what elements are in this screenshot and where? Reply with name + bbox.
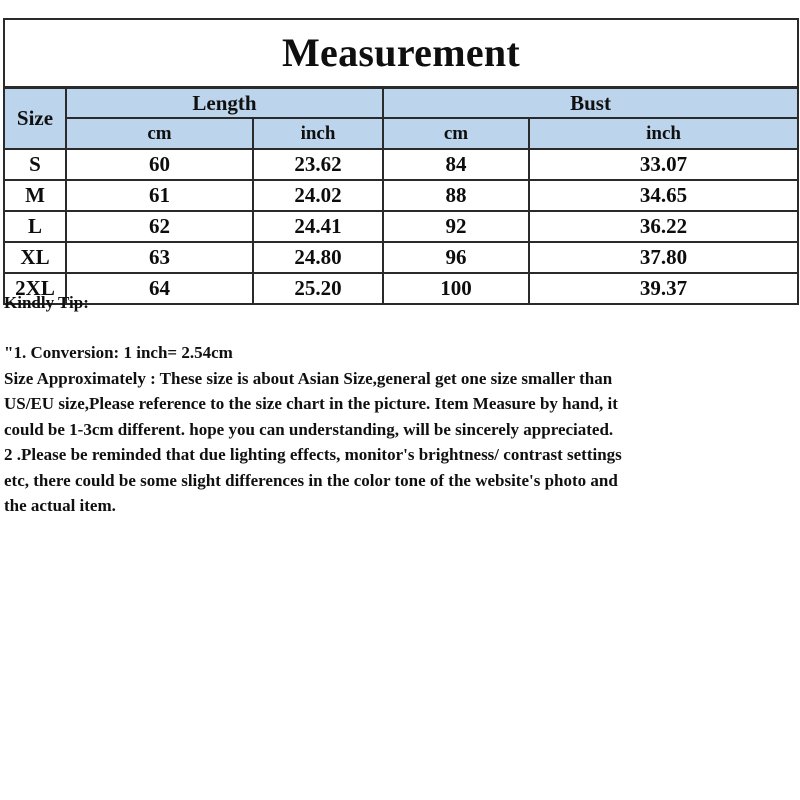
- header-length-inch: inch: [253, 118, 383, 149]
- cell-length-cm: 61: [66, 180, 253, 211]
- notes-line-2: Size Approximately : These size is about Asian Size,general get one size smaller than: [4, 368, 613, 388]
- cell-length-cm: 64: [66, 273, 253, 304]
- notes-line-6: etc, there could be some slight differences in the color tone of the website's photo and: [4, 470, 618, 490]
- cell-size: L: [4, 211, 66, 242]
- cell-length-inch: 24.80: [253, 242, 383, 273]
- cell-length-cm: 63: [66, 242, 253, 273]
- header-unit-row: [4, 118, 798, 149]
- header-length-cm: cm: [66, 118, 253, 149]
- cell-bust-inch: 36.22: [529, 211, 798, 242]
- cell-bust-inch: 39.37: [529, 273, 798, 304]
- cell-bust-inch: 37.80: [529, 242, 798, 273]
- notes-line-5: 2 .Please be reminded that due lighting effects, monitor's brightness/ contrast settings: [4, 445, 622, 464]
- notes-heading: Kindly Tip:: [4, 293, 89, 312]
- cell-bust-cm: 84: [383, 149, 529, 180]
- cell-length-inch: 24.41: [253, 211, 383, 242]
- notes-line-4: could be 1-3cm different. hope you can understanding, will be sincerely appreciated.: [4, 419, 614, 439]
- table-row: [4, 242, 798, 273]
- header-bust-cm: cm: [383, 118, 529, 149]
- cell-size: M: [4, 180, 66, 211]
- cell-size: 2XL: [4, 273, 66, 304]
- header-group-length: Length: [66, 88, 383, 119]
- cell-bust-cm: 100: [383, 273, 529, 304]
- cell-bust-cm: 96: [383, 242, 529, 273]
- cell-length-inch: 23.62: [253, 149, 383, 180]
- cell-length-inch: 24.02: [253, 180, 383, 211]
- header-group-bust: Bust: [383, 88, 798, 119]
- measurement-table: [3, 18, 799, 305]
- cell-bust-inch: 34.65: [529, 180, 798, 211]
- cell-length-cm: 62: [66, 211, 253, 242]
- header-size: Size: [4, 88, 66, 150]
- header-group-row: [4, 88, 798, 119]
- cell-bust-cm: 92: [383, 211, 529, 242]
- cell-size: XL: [4, 242, 66, 273]
- table-title-row: [4, 19, 798, 88]
- table-row: [4, 180, 798, 211]
- page-title: Measurement: [282, 30, 521, 75]
- cell-bust-cm: 88: [383, 180, 529, 211]
- title-cell: [4, 19, 798, 88]
- notes-line-1: "1. Conversion: 1 inch= 2.54cm: [4, 343, 233, 362]
- cell-length-cm: 60: [66, 149, 253, 180]
- kindly-tip-notes: [4, 292, 794, 519]
- cell-length-inch: 25.20: [253, 273, 383, 304]
- measurement-table-container: [3, 18, 797, 305]
- table-row: [4, 149, 798, 180]
- cell-bust-inch: 33.07: [529, 149, 798, 180]
- notes-line-7: the actual item.: [4, 496, 116, 515]
- notes-line-3: US/EU size,Please reference to the size chart in the picture. Item Measure by hand, it: [4, 394, 618, 413]
- header-bust-inch: inch: [529, 118, 798, 149]
- table-row: [4, 211, 798, 242]
- cell-size: S: [4, 149, 66, 180]
